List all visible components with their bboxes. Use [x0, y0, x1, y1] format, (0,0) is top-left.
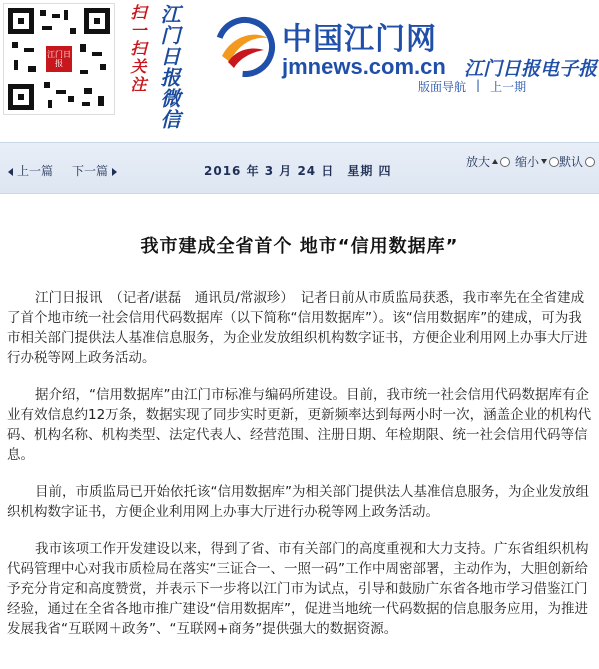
qr-center-logo: 江门日报 [46, 46, 72, 72]
article-paragraph: 江门日报讯 （记者/谌磊 通讯员/常淑珍） 记者日前从市质监局获悉，我市率先在全省建成了首个地市统一社会信用代码数据库（以下简称“信用数据库”）。该“信用数据库”的建成，可为我市相关部门提供法人基准信息服务，为企业发放组织机构数字证书，方便企业利用网上办事大厅进行办税等网上政务活动。 [7, 290, 588, 366]
zoom-in-label: 放大 [466, 155, 491, 169]
site-title: 中国江门网 [282, 23, 437, 56]
zoom-out-label: 缩小 [515, 155, 540, 169]
arrow-right-icon [112, 168, 117, 176]
issue-date: 2016 年 3 月 24 日 星期 四 [204, 164, 392, 178]
prev-article-label: 上一篇 [17, 164, 54, 178]
triangle-down-icon [541, 159, 547, 164]
layout-nav-link[interactable]: 版面导航 [418, 80, 467, 94]
article-paragraph: 据介绍，“信用数据库”由江门市标准与编码所建设。目前，我市统一社会信用代码数据库有企业有效信息约12万条，数据实现了同步实时更新，更新频率达到每两小时一次，涵盖企业的机构代码、机构名称、机构类型、法定代表人、经营范围、注册日期、年检期限、统一社会信用代码等信息。 [7, 387, 592, 463]
radio-circle-icon [500, 157, 510, 167]
article-paragraph: 我市该项工作开发建设以来，得到了省、市有关部门的高度重视和大力支持。广东省组织机构代码管理中心对我市质检局在落实“三证合一、一照一码”工作中周密部署，主动作为，大胆创新给予充分肯定和高度赞赏，并表示下一步将以江门市为试点，引导和鼓励广东省各地市学习借鉴江门经验，通过在全省各地市推广建设“信用数据库”，促进当地统一代码数据的信息服务应用，为推进发展我省“互联网＋政务”、“互联网+商务”提供强大的数据资源。 [7, 541, 589, 637]
radio-circle-icon [585, 157, 595, 167]
zoom-default-button[interactable] [559, 153, 595, 170]
zoom-out-button[interactable] [515, 153, 559, 170]
top-nav [418, 78, 526, 95]
triangle-up-icon [492, 159, 498, 164]
qr-code [3, 3, 115, 115]
site-url: jmnews.com.cn [282, 54, 446, 79]
radio-circle-icon [549, 157, 559, 167]
prev-article-link[interactable] [8, 162, 53, 179]
article-body [7, 288, 592, 656]
site-logo-icon [214, 16, 276, 78]
arrow-left-icon [8, 168, 13, 176]
weixin-label: 江门日报微信 [157, 4, 181, 130]
article-navbar [0, 142, 599, 194]
epaper-label: 江门日报电子报 [464, 58, 598, 80]
masthead [0, 0, 599, 142]
nav-separator: | [476, 78, 481, 92]
zoom-default-label: 默认 [559, 155, 584, 169]
scan-follow-text: 扫一扫关注 [128, 4, 147, 94]
article-title: 我市建成全省首个 地市“信用数据库” [140, 236, 459, 257]
next-article-label: 下一篇 [72, 164, 109, 178]
article-paragraph: 目前，市质监局已开始依托该“信用数据库”为相关部门提供法人基准信息服务，为企业发放组织机构数字证书，方便企业利用网上办事大厅进行办税等网上政务活动。 [7, 484, 589, 520]
prev-issue-link[interactable]: 上一期 [490, 80, 527, 94]
zoom-in-button[interactable] [466, 153, 510, 170]
next-article-link[interactable] [72, 162, 117, 179]
